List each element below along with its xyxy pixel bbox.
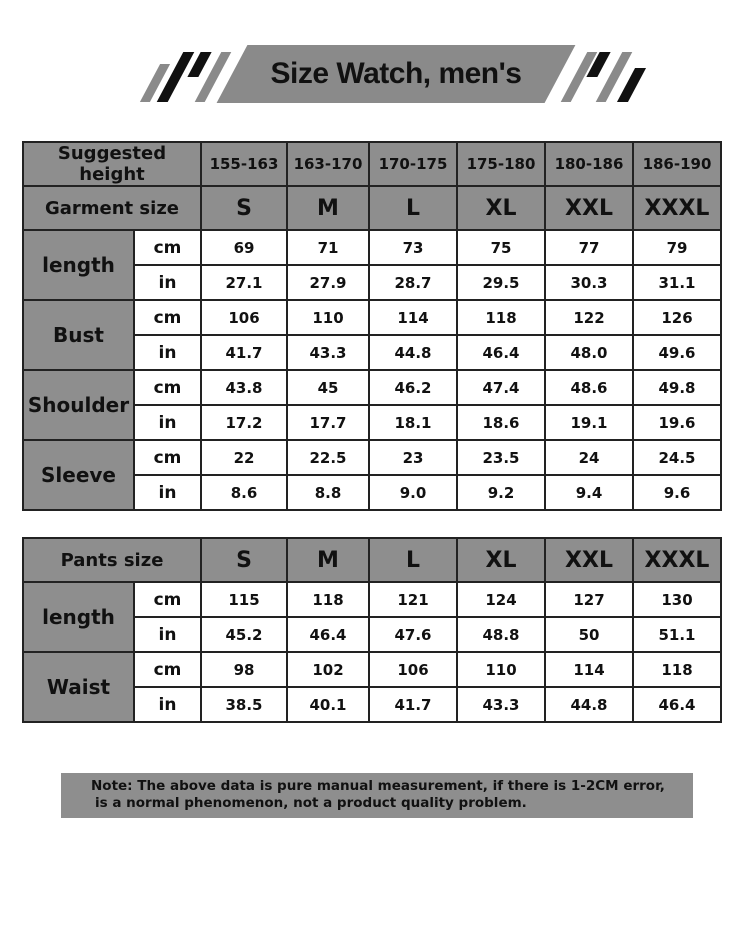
value-cell: 23.5 [457,440,545,475]
value-cell: 124 [457,582,545,617]
value-cell: 45 [287,370,369,405]
height-row [23,142,721,186]
pants-size-table [22,537,722,723]
value-cell: 43.3 [457,687,545,722]
unit-label: cm [134,440,201,475]
value-cell: 71 [287,230,369,265]
value-cell: 118 [633,652,721,687]
unit-label: in [134,335,201,370]
disclaimer-note [61,773,693,818]
value-cell: 23 [369,440,457,475]
value-cell: 43.3 [287,335,369,370]
table-row [23,440,721,475]
value-cell: 24 [545,440,633,475]
height-range: 180-186 [545,142,633,186]
value-cell: 110 [287,300,369,335]
value-cell: 46.4 [633,687,721,722]
value-cell: 31.1 [633,265,721,300]
value-cell: 47.4 [457,370,545,405]
value-cell: 38.5 [201,687,287,722]
value-cell: 106 [369,652,457,687]
table-row [23,300,721,335]
pants-size-row [23,538,721,582]
size-header: XXXL [633,538,721,582]
value-cell: 46.4 [457,335,545,370]
table-row [23,582,721,617]
value-cell: 9.2 [457,475,545,510]
value-cell: 22 [201,440,287,475]
size-header: L [369,538,457,582]
value-cell: 28.7 [369,265,457,300]
note-line-1: Note: The above data is pure manual measurement, if there is 1-2CM error, [91,778,665,794]
height-range: 155-163 [201,142,287,186]
size-header: M [287,186,369,230]
value-cell: 8.8 [287,475,369,510]
value-cell: 44.8 [369,335,457,370]
value-cell: 30.3 [545,265,633,300]
value-cell: 22.5 [287,440,369,475]
value-cell: 17.2 [201,405,287,440]
value-cell: 110 [457,652,545,687]
unit-label: in [134,265,201,300]
height-range: 170-175 [369,142,457,186]
value-cell: 126 [633,300,721,335]
measure-label: Sleeve [23,440,134,510]
measure-label: Shoulder [23,370,134,440]
value-cell: 40.1 [287,687,369,722]
value-cell: 127 [545,582,633,617]
value-cell: 18.6 [457,405,545,440]
unit-label: cm [134,652,201,687]
size-header: M [287,538,369,582]
size-header: S [201,186,287,230]
table-row [23,652,721,687]
value-cell: 46.4 [287,617,369,652]
unit-label: cm [134,230,201,265]
value-cell: 98 [201,652,287,687]
size-header: XXL [545,186,633,230]
measure-label: Waist [23,652,134,722]
garment-size-label: Garment size [23,186,201,230]
value-cell: 130 [633,582,721,617]
value-cell: 79 [633,230,721,265]
value-cell: 8.6 [201,475,287,510]
value-cell: 9.4 [545,475,633,510]
value-cell: 118 [457,300,545,335]
value-cell: 18.1 [369,405,457,440]
unit-label: in [134,405,201,440]
value-cell: 19.6 [633,405,721,440]
size-header: XL [457,186,545,230]
value-cell: 49.8 [633,370,721,405]
table-row [23,370,721,405]
value-cell: 46.2 [369,370,457,405]
value-cell: 41.7 [369,687,457,722]
value-cell: 48.6 [545,370,633,405]
unit-label: in [134,617,201,652]
page-title: Size Watch, men's [270,57,522,90]
value-cell: 102 [287,652,369,687]
value-cell: 69 [201,230,287,265]
value-cell: 106 [201,300,287,335]
value-cell: 44.8 [545,687,633,722]
value-cell: 9.6 [633,475,721,510]
height-label: Suggested height [23,142,201,186]
measure-label: length [23,230,134,300]
measure-label: Bust [23,300,134,370]
measure-label: length [23,582,134,652]
unit-label: cm [134,582,201,617]
value-cell: 121 [369,582,457,617]
height-range: 175-180 [457,142,545,186]
unit-label: in [134,475,201,510]
value-cell: 17.7 [287,405,369,440]
size-header: L [369,186,457,230]
unit-label: in [134,687,201,722]
value-cell: 114 [369,300,457,335]
value-cell: 48.8 [457,617,545,652]
size-header: XXL [545,538,633,582]
value-cell: 51.1 [633,617,721,652]
size-header: XXXL [633,186,721,230]
table-row [23,230,721,265]
height-range: 186-190 [633,142,721,186]
unit-label: cm [134,300,201,335]
value-cell: 24.5 [633,440,721,475]
garment-size-table [22,141,722,511]
value-cell: 19.1 [545,405,633,440]
value-cell: 73 [369,230,457,265]
value-cell: 47.6 [369,617,457,652]
unit-label: cm [134,370,201,405]
title-banner [0,0,750,120]
height-range: 163-170 [287,142,369,186]
value-cell: 77 [545,230,633,265]
value-cell: 9.0 [369,475,457,510]
value-cell: 75 [457,230,545,265]
value-cell: 118 [287,582,369,617]
value-cell: 49.6 [633,335,721,370]
value-cell: 41.7 [201,335,287,370]
garment-size-row [23,186,721,230]
size-header: S [201,538,287,582]
note-line-2: is a normal phenomenon, not a product quality problem. [95,795,527,811]
value-cell: 48.0 [545,335,633,370]
value-cell: 122 [545,300,633,335]
value-cell: 50 [545,617,633,652]
value-cell: 45.2 [201,617,287,652]
value-cell: 114 [545,652,633,687]
value-cell: 43.8 [201,370,287,405]
value-cell: 27.9 [287,265,369,300]
value-cell: 27.1 [201,265,287,300]
pants-size-label: Pants size [23,538,201,582]
size-header: XL [457,538,545,582]
right-stripe-dark-2 [617,68,646,102]
value-cell: 115 [201,582,287,617]
value-cell: 29.5 [457,265,545,300]
